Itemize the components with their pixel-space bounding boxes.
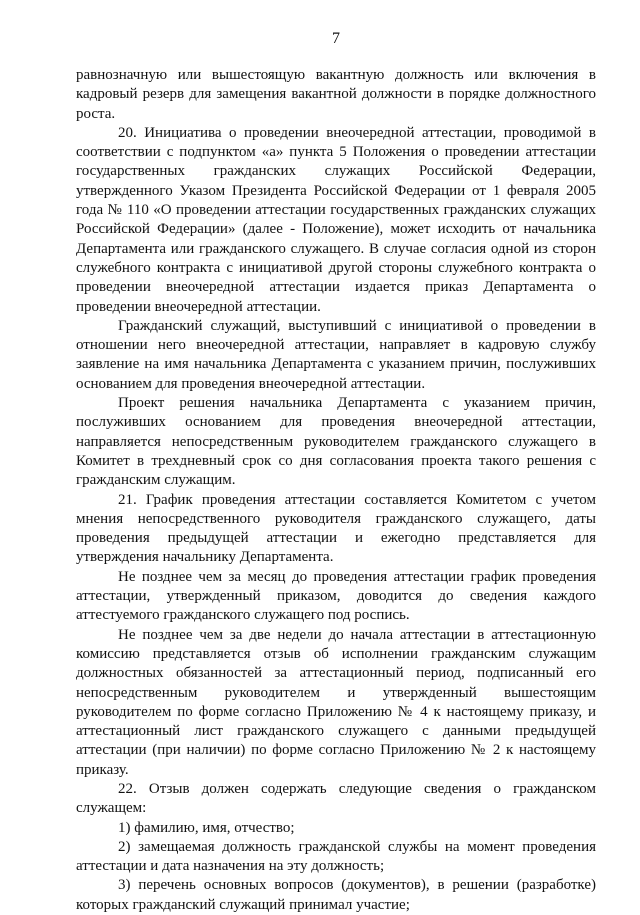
document-page xyxy=(76,30,596,915)
paragraph: 21. График проведения аттестации составляется Комитетом с учетом мнения непосредственного руководителя гражданского служащего, даты проведения предыдущей аттестации и ежегодно представляется для утверждения начальнику Департамента. xyxy=(76,491,596,566)
list-item: 1) фамилию, имя, отчество; xyxy=(118,819,295,836)
paragraph: 20. Инициатива о проведении внеочередной аттестации, проводимой в соответствии с подпунктом «а» пункта 5 Положения о проведении аттестации государственных гражданских служащих Российской Федерации, утвержденного Указом Президента Российской Федерации от 1 февраля 2005 года № 110 «О проведении аттестации государственных гражданских служащих Российской Федерации» (далее - Положение), может исходить от начальника Департамента или гражданского служащего. В случае согласия одной из сторон служебного контракта с инициативой другой стороны служебного контракта о проведении внеочередной аттестации издается приказ Департамента о проведении внеочередной аттестации. xyxy=(76,124,596,315)
page-number: 7 xyxy=(332,30,340,47)
paragraph: Проект решения начальника Департамента с указанием причин, послуживших основанием для проведения внеочередной аттестации, направляется непосредственным руководителем гражданского служащего в Комитет в трехдневный срок со дня согласования проекта такого решения с гражданским служащим. xyxy=(76,395,596,489)
paragraph: Не позднее чем за две недели до начала аттестации в аттестационную комиссию представляется отзыв об исполнении гражданским служащим должностных обязанностей за аттестационный период, подписанный его непосредственным руководителем и утвержденный вышестоящим руководителем по форме согласно Приложению № 4 к настоящему приказу, и аттестационный лист гражданского служащего с данными предыдущей аттестации (при наличии) по форме согласно Приложению № 2 к настоящему приказу. xyxy=(76,626,596,778)
paragraph: Гражданский служащий, выступивший с инициативой о проведении в отношении него внеочередной аттестации, направляет в кадровую службу заявление на имя начальника Департамента с указанием причин, послуживших основанием для проведения внеочередной аттестации. xyxy=(76,317,596,392)
list-item: 3) перечень основных вопросов (документов), в решении (разработке) которых гражданский служащий принимал участие; xyxy=(76,877,596,913)
list-item: 2) замещаемая должность гражданской службы на момент проведения аттестации и дата назначения на эту должность; xyxy=(76,838,596,875)
paragraph: Не позднее чем за месяц до проведения аттестации график проведения аттестации, утвержденный приказом, доводится до сведения каждого аттестуемого гражданского служащего под роспись. xyxy=(76,568,596,624)
paragraph: 22. Отзыв должен содержать следующие сведения о гражданском служащем: xyxy=(76,780,596,817)
paragraph: равнозначную или вышестоящую вакантную должность или включения в кадровый резерв для замещения вакантной должности в порядке должностного роста. xyxy=(76,67,596,122)
